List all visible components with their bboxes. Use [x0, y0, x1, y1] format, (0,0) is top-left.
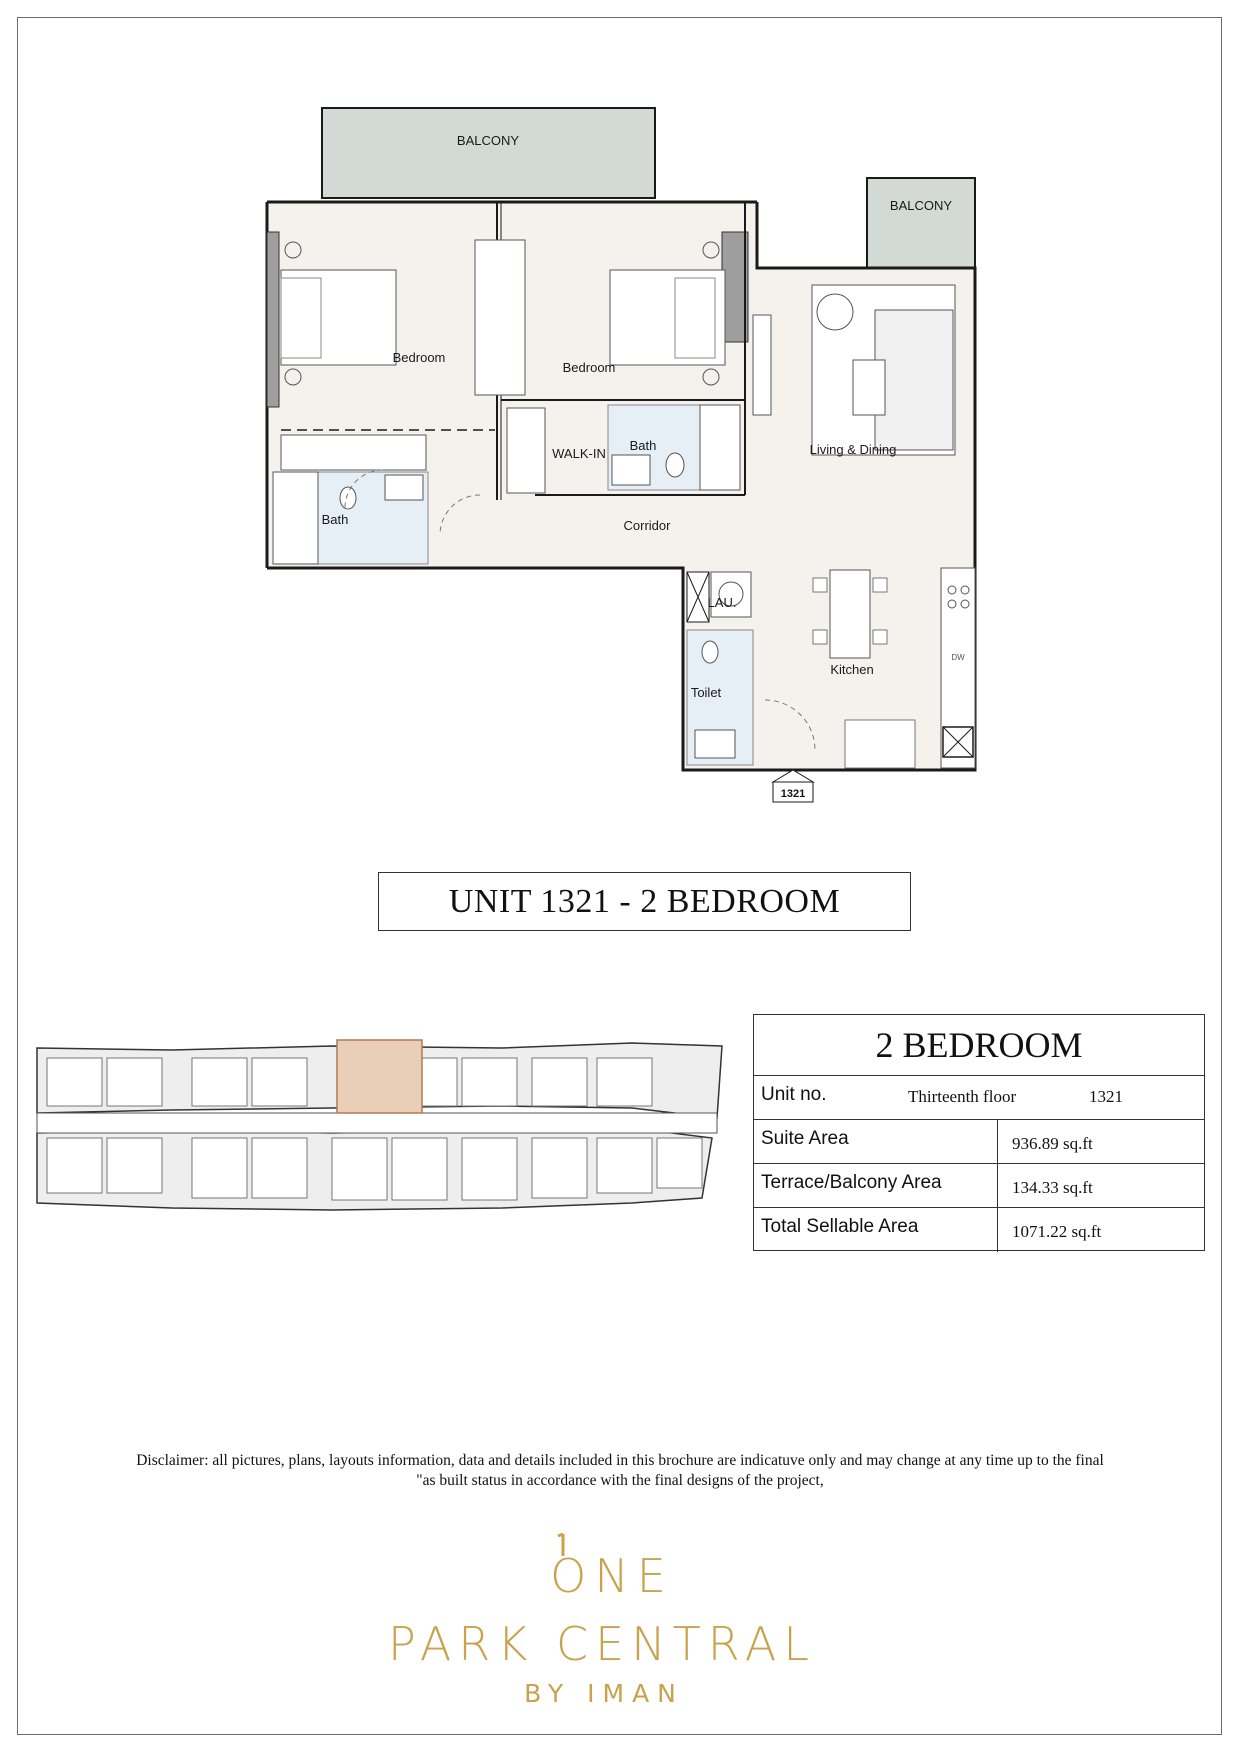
toilet-icon — [340, 487, 356, 509]
row-value: 1071.22 sq.ft — [1012, 1222, 1102, 1241]
row-label: Terrace/Balcony Area — [754, 1164, 998, 1207]
row-value: 134.33 sq.ft — [1012, 1178, 1093, 1197]
info-table-heading: 2 BEDROOM — [754, 1015, 1204, 1076]
sofa — [875, 310, 953, 450]
label-unit-tag: 1321 — [780, 788, 806, 800]
sink-icon — [612, 455, 650, 485]
label-walk-in: WALK-IN — [552, 446, 606, 461]
disclaimer-line-2: "as built status in accordance with the final designs of the project, — [416, 1472, 824, 1489]
bed — [610, 270, 725, 365]
unit-title: UNIT 1321 - 2 BEDROOM — [378, 872, 911, 931]
wardrobe — [475, 240, 525, 395]
label-balcony-main: BALCONY — [456, 133, 520, 148]
wardrobe — [281, 435, 426, 470]
key-plan-drawing — [32, 1038, 732, 1218]
table-row — [754, 1120, 1204, 1164]
unit-no-value: 1321 — [1089, 1087, 1123, 1106]
label-bath-2: Bath — [629, 438, 657, 453]
row-label: Total Sellable Area — [754, 1208, 998, 1252]
label-bedroom-1: Bedroom — [392, 350, 446, 365]
shower — [700, 405, 740, 490]
balcony-side — [867, 178, 975, 270]
coffee-table — [853, 360, 885, 415]
label-corridor: Corridor — [623, 518, 671, 533]
floor-plan — [255, 100, 995, 810]
kitchen-base — [845, 720, 915, 768]
label-laundry: LAU. — [707, 595, 737, 610]
tv-unit — [753, 315, 771, 415]
toilet-icon — [702, 641, 718, 663]
brand-logo — [330, 1530, 910, 1710]
logo-line-by-iman: BY IMAN — [524, 1679, 684, 1708]
logo-line-one: ONE — [550, 1549, 674, 1603]
unit-info-table — [753, 1014, 1205, 1251]
label-dishwasher: DW — [951, 653, 965, 662]
dining-table — [830, 570, 870, 658]
sink-icon — [385, 475, 423, 500]
floor-value: Thirteenth floor — [908, 1087, 1017, 1106]
table-row — [754, 1164, 1204, 1208]
logo-line-park-central: PARK CENTRAL — [388, 1617, 816, 1671]
armchair — [817, 294, 853, 330]
logo-drawing — [330, 1530, 910, 1710]
label-bedroom-2: Bedroom — [562, 360, 616, 375]
label-living-dining: Living & Dining — [809, 442, 897, 457]
wall-cladding-left — [267, 232, 279, 407]
unit-no-label: Unit no. — [761, 1084, 827, 1105]
unit-number-row — [754, 1076, 1204, 1120]
row-label: Suite Area — [754, 1120, 998, 1163]
key-plan — [32, 1038, 732, 1218]
sink-icon — [695, 730, 735, 758]
floor-plan-drawing — [255, 100, 995, 810]
chair — [873, 630, 887, 644]
walk-in-shelves — [507, 408, 545, 493]
bed — [281, 270, 396, 365]
chair — [873, 578, 887, 592]
chair — [813, 630, 827, 644]
chair — [813, 578, 827, 592]
shower — [273, 472, 318, 564]
label-toilet: Toilet — [690, 685, 722, 700]
label-kitchen: Kitchen — [830, 662, 874, 677]
label-balcony-side: BALCONY — [889, 198, 953, 213]
key-plan-corridor — [37, 1113, 717, 1133]
disclaimer-line-1: Disclaimer: all pictures, plans, layouts information, data and details included in this brochure are indicatuve only and may change at any time up to the final — [136, 1452, 1104, 1469]
balcony-main — [322, 108, 655, 198]
row-value: 936.89 sq.ft — [1012, 1134, 1093, 1153]
key-plan-unit-highlight — [337, 1040, 422, 1113]
disclaimer — [60, 1451, 1180, 1491]
table-row — [754, 1208, 1204, 1252]
entry-marker — [773, 770, 813, 782]
label-bath-1: Bath — [321, 512, 349, 527]
toilet-icon — [666, 453, 684, 477]
logo-key-icon — [558, 1534, 563, 1536]
